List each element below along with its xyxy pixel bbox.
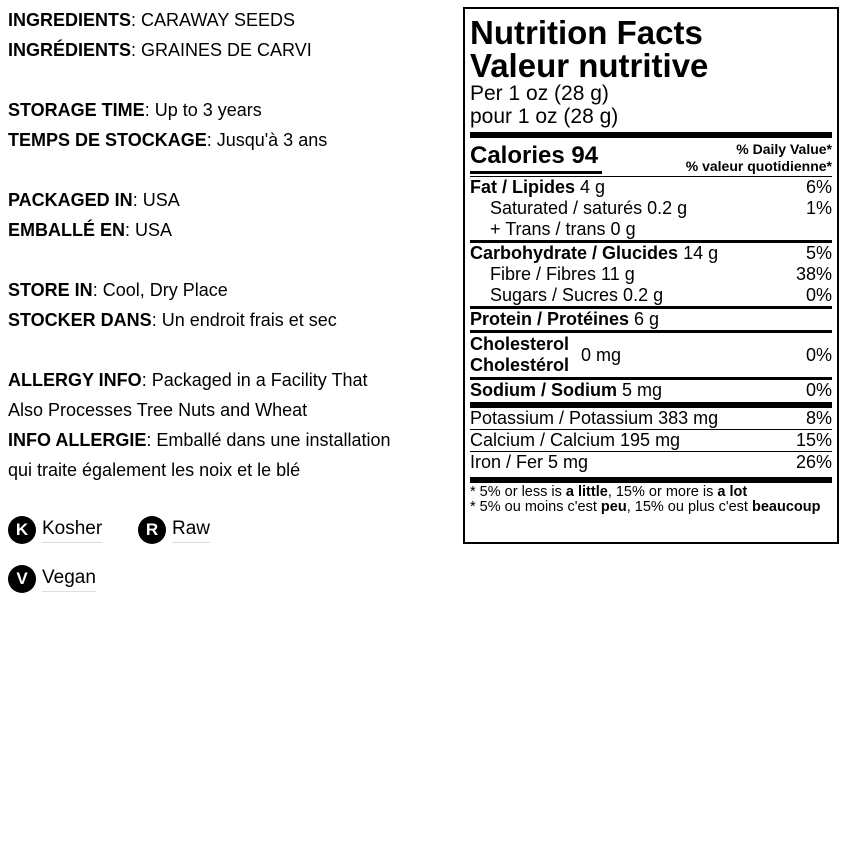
packaged-line: PACKAGED IN: USA [8,190,180,210]
sugars-row: Sugars / Sucres 0.2 g 0% [490,285,832,305]
packaged-fr-line: EMBALLÉ EN: USA [8,220,173,240]
raw-icon: R [138,516,166,544]
raw-label: Raw [172,518,210,543]
storage-line: STORAGE TIME: Up to 3 years [8,100,262,120]
calories-row [470,141,832,176]
allergy-fr-line-2: qui traite également les noix et le blé [8,460,301,480]
kosher-badge [8,516,102,544]
raw-badge [138,516,210,544]
calcium-dv: 15% [795,430,832,450]
cholesterol-row: Cholesterol Cholestérol 0 mg 0% [470,334,832,375]
ingredients-fr-line: INGRÉDIENTS: GRAINES DE CARVI [8,40,312,60]
potassium-dv: 8% [805,408,832,428]
nutrition-title-en: Nutrition Facts [470,14,703,51]
kosher-label: Kosher [42,518,102,543]
allergy-fr-line: INFO ALLERGIE: Emballé dans une installation [8,430,391,450]
kosher-icon: K [8,516,36,544]
storage-fr-line: TEMPS DE STOCKAGE: Jusqu'à 3 ans [8,130,328,150]
sodium-row: Sodium / Sodium 5 mg 0% [470,380,832,400]
calories: Calories 94 [470,141,602,174]
trans-row: + Trans / trans 0 g [490,219,636,239]
ingredients-line: INGREDIENTS: CARAWAY SEEDS [8,10,296,30]
iron-row: Iron / Fer 5 mg 26% [470,452,832,472]
fat-dv: 6% [805,177,832,197]
store-fr-line: STOCKER DANS: Un endroit frais et sec [8,310,337,330]
saturated-row: Saturated / saturés 0.2 g 1% [490,198,832,218]
footnote-fr: * 5% ou moins c'est peu, 15% ou plus c'est beaucoup [470,499,821,515]
serving-size-en: Per 1 oz (28 g) [470,82,609,105]
store-line: STORE IN: Cool, Dry Place [8,280,228,300]
divider [470,477,832,483]
potassium-row: Potassium / Potassium 383 mg 8% [470,408,832,428]
fibre-dv: 38% [795,264,832,284]
iron-dv: 26% [795,452,832,472]
allergy-line: ALLERGY INFO: Packaged in a Facility That [8,370,368,390]
nutrition-facts-panel [463,7,839,544]
saturated-dv: 1% [805,198,832,218]
vegan-badge [8,565,96,593]
daily-value-header: % Daily Value* % valeur quotidienne* [685,141,832,174]
footnote [470,485,832,515]
calcium-row: Calcium / Calcium 195 mg 15% [470,430,832,450]
sodium-dv: 0% [805,380,832,400]
carbohydrate-row: Carbohydrate / Glucides 14 g 5% [470,243,832,263]
allergy-line-2: Also Processes Tree Nuts and Wheat [8,400,308,420]
product-info [8,5,463,485]
sugars-dv: 0% [805,285,832,305]
nutrition-title-fr: Valeur nutritive [470,47,709,84]
vegan-icon: V [8,565,36,593]
divider [470,132,832,138]
vegan-label: Vegan [42,567,96,592]
cholesterol-dv: 0% [805,344,832,365]
fat-row: Fat / Lipides 4 g 6% [470,177,832,197]
protein-row: Protein / Protéines 6 g [470,309,660,329]
serving-size-fr: pour 1 oz (28 g) [470,105,619,128]
fibre-row: Fibre / Fibres 11 g 38% [490,264,832,284]
carbohydrate-dv: 5% [805,243,832,263]
footnote-en: * 5% or less is a little, 15% or more is a lot [470,484,748,500]
